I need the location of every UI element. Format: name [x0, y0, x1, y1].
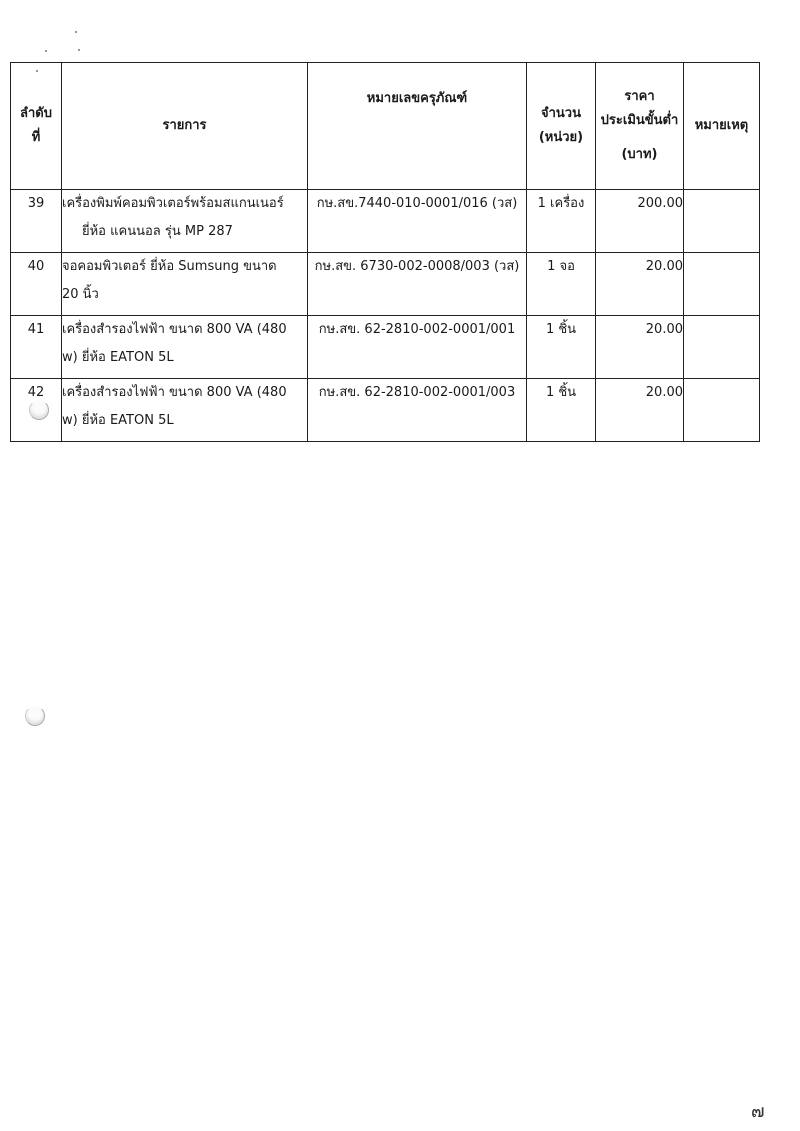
page-number: ๗ [751, 1101, 765, 1122]
row-note [684, 190, 760, 253]
row-price: 20.00 [596, 379, 684, 442]
scan-speck [75, 31, 77, 33]
row-code: กษ.สข. 62-2810-002-0001/001 [308, 316, 527, 379]
row-code: กษ.สข. 6730-002-0008/003 (วส) [308, 253, 527, 316]
row-no: 40 [11, 253, 62, 316]
header-code: หมายเลขครุภัณฑ์ [308, 63, 527, 190]
row-price: 200.00 [596, 190, 684, 253]
asset-table [10, 62, 760, 442]
table-row [11, 253, 760, 316]
header-note: หมายเหตุ [684, 63, 760, 190]
row-note [684, 253, 760, 316]
table-header-row [11, 63, 760, 190]
row-qty: 1 เครื่อง [527, 190, 596, 253]
row-code: กษ.สข.7440-010-0001/016 (วส) [308, 190, 527, 253]
row-qty: 1 ชิ้น [527, 379, 596, 442]
row-no: 41 [11, 316, 62, 379]
scan-speck [45, 50, 47, 52]
table-row [11, 316, 760, 379]
punch-hole-top [29, 400, 49, 420]
scan-speck [78, 49, 80, 51]
row-item: เครื่องสำรองไฟฟ้า ขนาด 800 VA (480 w) ยี่ห้อ EATON 5L [62, 316, 308, 379]
header-qty: จำนวน (หน่วย) [527, 63, 596, 190]
row-code: กษ.สข. 62-2810-002-0001/003 [308, 379, 527, 442]
header-no: ลำดับ ที่ [11, 63, 62, 190]
table-row [11, 190, 760, 253]
row-no: 42 [11, 379, 62, 442]
row-price: 20.00 [596, 253, 684, 316]
row-qty: 1 ชิ้น [527, 316, 596, 379]
row-item: เครื่องสำรองไฟฟ้า ขนาด 800 VA (480 w) ยี่ห้อ EATON 5L [62, 379, 308, 442]
row-qty: 1 จอ [527, 253, 596, 316]
row-item: เครื่องพิมพ์คอมพิวเตอร์พร้อมสแกนเนอร์ ยี่ห้อ แคนนอล รุ่น MP 287 [62, 190, 308, 253]
header-price: ราคา ประเมินขั้นต่ำ (บาท) [596, 63, 684, 190]
header-item: รายการ [62, 63, 308, 190]
row-item: จอคอมพิวเตอร์ ยี่ห้อ Sumsung ขนาด 20 นิ้ว [62, 253, 308, 316]
table-row [11, 379, 760, 442]
row-price: 20.00 [596, 316, 684, 379]
row-no: 39 [11, 190, 62, 253]
row-note [684, 379, 760, 442]
punch-hole-bottom [25, 706, 45, 726]
row-note [684, 316, 760, 379]
